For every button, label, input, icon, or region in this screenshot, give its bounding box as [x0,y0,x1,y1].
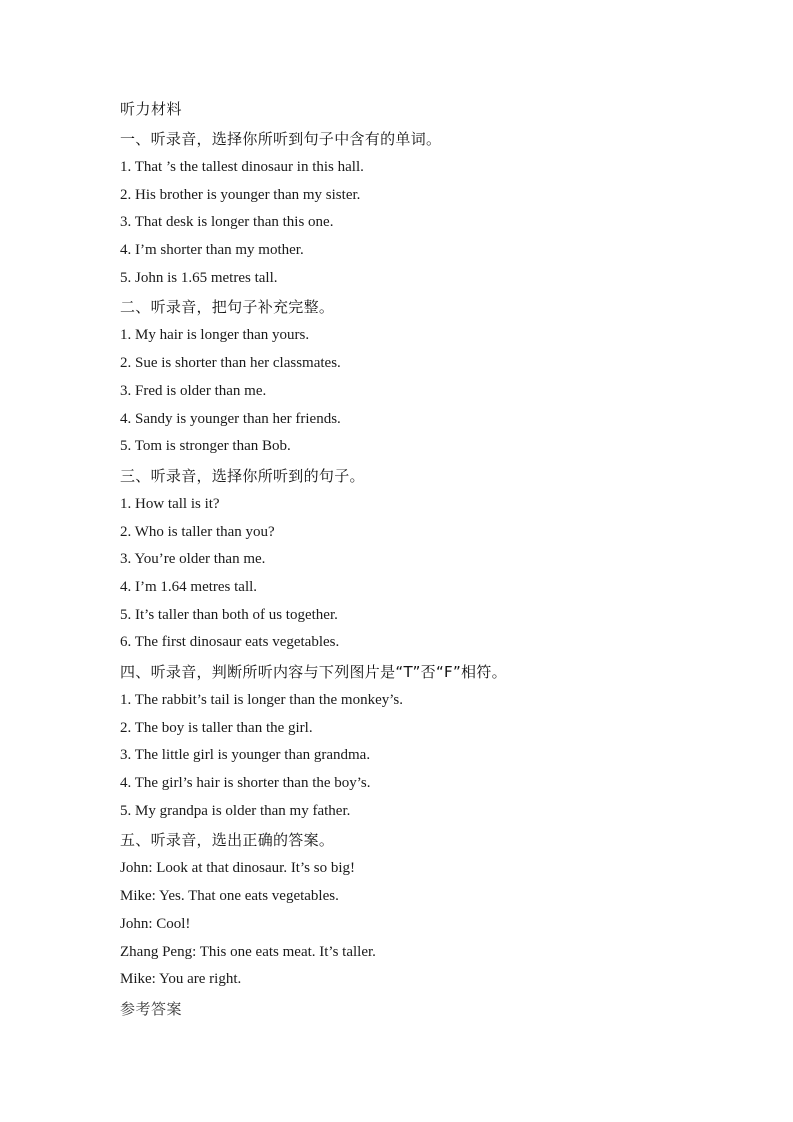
section-3 [120,461,720,657]
sentence-line: 5. Tom is stronger than Bob. [120,438,291,455]
sentence-line: 4. I’m shorter than my mother. [120,242,304,259]
sentence-line: 1. How tall is it? [120,495,220,512]
section-heading: 五、听录音，选出正确的答案。 [120,831,335,850]
sentence-line: 4. Sandy is younger than her friends. [120,410,341,427]
sentence-line: 5. John is 1.65 metres tall. [120,269,278,286]
sentence-line: 5. My grandpa is older than my father. [120,802,351,819]
dialogue-line: Mike: You are right. [120,971,242,988]
sentence-line: 6. The first dinosaur eats vegetables. [120,634,340,651]
document-page [120,94,720,1024]
sentence-line: 2. His brother is younger than my sister. [120,186,361,203]
sentence-line: 4. I’m 1.64 metres tall. [120,578,258,595]
answer-key-heading: 参考答案 [120,999,183,1018]
sentence-line: 1. The rabbit’s tail is longer than the monkey’s. [120,692,404,708]
document-title: 听力材料 [120,100,183,118]
section-1 [120,124,720,292]
sentence-line: 3. You’re older than me. [120,551,266,568]
sentence-line: 4. The girl’s hair is shorter than the boy’s. [120,775,371,792]
dialogue-line: John: Cool! [120,915,191,932]
sentence-line: 3. Fred is older than me. [120,382,267,399]
section-4 [120,657,720,825]
sentence-line: 2. Sue is shorter than her classmates. [120,355,341,372]
sentence-line: 2. Who is taller than you? [120,523,275,540]
dialogue-line: Zhang Peng: This one eats meat. It’s taller. [120,943,376,960]
sentence-line: 1. That ’s the tallest dinosaur in this hall. [120,159,364,175]
section-heading: 一、听录音，选择你所听到句子中含有的单词。 [120,130,442,148]
sentence-line: 2. The boy is taller than the girl. [120,719,313,736]
sentence-line: 3. The little girl is younger than grandma. [120,747,371,764]
section-heading: 三、听录音，选择你所听到的句子。 [120,466,365,485]
sentence-line: 5. It’s taller than both of us together. [120,606,338,623]
section-heading: 四、听录音，判断所听内容与下列图片是“T”否“F”相符。 [120,663,507,681]
sentence-line: 3. That desk is longer than this one. [120,214,334,231]
section-2 [120,292,720,460]
dialogue-line: John: Look at that dinosaur. It’s so big! [120,860,355,877]
sentence-line: 1. My hair is longer than yours. [120,327,310,344]
section-heading: 二、听录音，把句子补充完整。 [120,298,335,317]
dialogue-line: Mike: Yes. That one eats vegetables. [120,888,339,905]
section-5 [120,825,720,993]
